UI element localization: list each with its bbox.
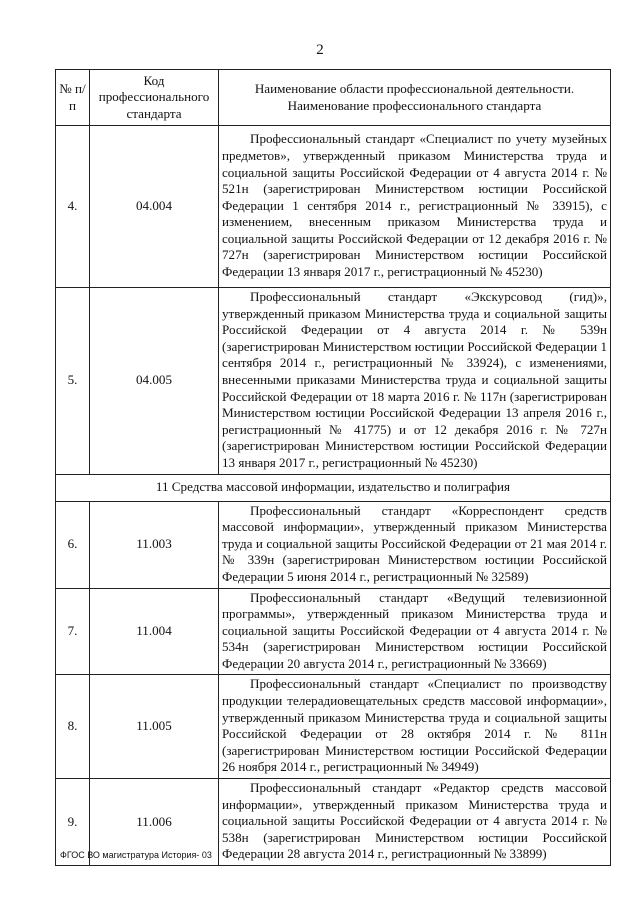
header-name: Наименование области профессиональной деятельности. Наименование профессионального стандарта [219, 70, 611, 126]
row-description: Профессиональный стандарт «Корреспондент средств массовой информации», утвержденный приказом Министерства труда и социальной защиты Российской Федерации от 21 мая 2014 г. № 339н (зарегистрирован Министерством юстиции Российской Федерации 5 июня 2014 г., регистрационный № 32589) [219, 501, 611, 588]
standards-table [55, 69, 611, 866]
header-num: № п/п [56, 70, 90, 126]
table-row [56, 501, 611, 588]
row-num: 6. [56, 501, 90, 588]
page-number: 2 [316, 42, 324, 58]
row-code: 04.005 [90, 288, 219, 475]
row-code: 11.005 [90, 675, 219, 779]
row-num: 4. [56, 126, 90, 288]
row-description: Профессиональный стандарт «Экскурсовод (гид)», утвержденный приказом Министерства труда и социальной защиты Российской Федерации от 4 августа 2014 г. № 539н (зарегистрирован Министерством юстиции Российской Федерации 1 сентября 2014 г., регистрационный № 33924), с изменениями, внесенными приказами Министерства труда и социальной защиты Российской Федерации от 18 марта 2016 г. № 117н (зарегистрирован Министерством юстиции Российской Федерации 13 апреля 2016 г., регистрационный № 41775) и от 12 декабря 2016 г. № 727н (зарегистрирован Министерством юстиции Российской Федерации 13 января 2017 г., регистрационный № 45230) [219, 288, 611, 475]
section-title: 11 Средства массовой информации, издательство и полиграфия [56, 474, 611, 501]
table-row [56, 126, 611, 288]
header-code: Код профессионального стандарта [90, 70, 219, 126]
row-code: 11.006 [90, 779, 219, 866]
row-description: Профессиональный стандарт «Специалист по учету музейных предметов», утвержденный приказом Министерства труда и социальной защиты Российской Федерации от 4 августа 2014 г. № 521н (зарегистрирован Министерством юстиции Российской Федерации 1 сентября 2014 г., регистрационный № 33915), с изменением, внесенным приказом Министерства труда и социальной защиты Российской Федерации от 12 декабря 2016 г. № 727н (зарегистрирован Министерством юстиции Российской Федерации 13 января 2017 г., регистрационный № 45230) [219, 126, 611, 288]
row-num: 5. [56, 288, 90, 475]
table-row [56, 588, 611, 675]
row-code: 04.004 [90, 126, 219, 288]
row-description: Профессиональный стандарт «Ведущий телевизионной программы», утвержденный приказом Министерства труда и социальной защиты Российской Федерации от 4 августа 2014 г. № 534н (зарегистрирован Министерством юстиции Российской Федерации 20 августа 2014 г., регистрационный № 33669) [219, 588, 611, 675]
row-num: 7. [56, 588, 90, 675]
row-code: 11.003 [90, 501, 219, 588]
row-code: 11.004 [90, 588, 219, 675]
footer-text: ФГОС ВО магистратура История- 03 [60, 850, 212, 860]
row-num: 8. [56, 675, 90, 779]
section-row [56, 474, 611, 501]
row-description: Профессиональный стандарт «Редактор средств массовой информации», утвержденный приказом Министерства труда и социальной защиты Российской Федерации от 4 августа 2014 г. № 538н (зарегистрирован Министерством юстиции Российской Федерации 28 августа 2014 г., регистрационный № 33899) [219, 779, 611, 866]
row-num: 9. [56, 779, 90, 866]
table-row [56, 288, 611, 475]
table-header-row [56, 70, 611, 126]
row-description: Профессиональный стандарт «Специалист по производству продукции телерадиовещательных средств массовой информации», утвержденный приказом Министерства труда и социальной защиты Российской Федерации от 28 октября 2014 г. № 811н (зарегистрирован Министерством юстиции Российской Федерации 26 ноября 2014 г., регистрационный № 34949) [219, 675, 611, 779]
table-row [56, 675, 611, 779]
